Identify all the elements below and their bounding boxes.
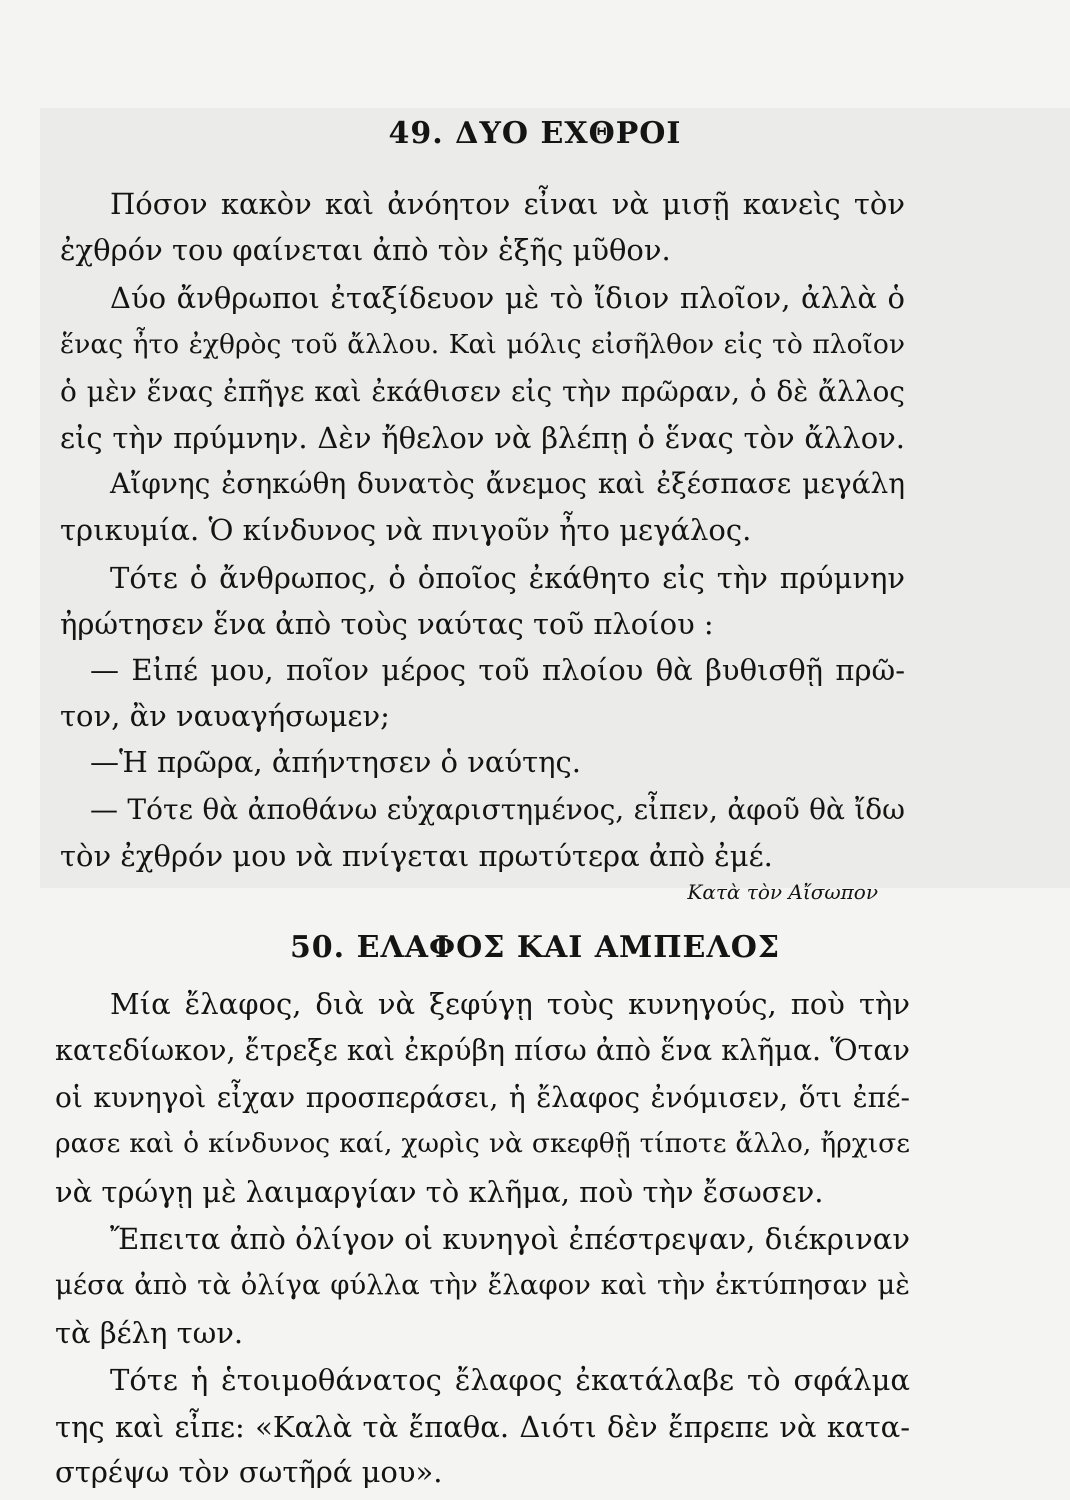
text-line: Αἴφνης ἐσηκώθη δυνατὸς ἄνεμος καὶ ἐξέσπασε μεγάλη [110, 467, 905, 500]
text-line: στρέψω τὸν σωτῆρά μου». [55, 1455, 443, 1489]
text-line: μέσα ἀπὸ τὰ ὀλίγα φύλλα τὴν ἔλαφον καὶ τὴν ἐκτύπησαν μὲ [55, 1269, 910, 1301]
text-line: νὰ τρώγῃ μὲ λαιμαργίαν τὸ κλῆμα, ποὺ τὴν ἔσωσεν. [55, 1175, 824, 1209]
text-line: τὸν ἐχθρόν μου νὰ πνίγεται πρωτύτερα ἀπὸ ἐμέ. [60, 839, 773, 873]
text-line: ἕνας ἦτο ἐχθρὸς τοῦ ἄλλου. Καὶ μόλις εἰσῆλθον εἰς τὸ πλοῖον [60, 329, 905, 360]
text-line: εἰς τὴν πρύμνην. Δὲν ἤθελον νὰ βλέπῃ ὁ ἕνας τὸν ἄλλον. [60, 421, 905, 455]
text-line: οἱ κυνηγοὶ εἶχαν προσπεράσει, ἡ ἔλαφος ἐνόμισεν, ὅτι ἐπέ- [55, 1081, 910, 1114]
text-line: Ἔπειτα ἀπὸ ὀλίγον οἱ κυνηγοὶ ἐπέστρεψαν, διέκριναν [110, 1222, 910, 1256]
text-line: — Τότε θὰ ἀποθάνω εὐχαριστημένος, εἶπεν, ἀφοῦ θὰ ἴδω [90, 793, 905, 826]
text-line: τρικυμία. Ὁ κίνδυνος νὰ πνιγοῦν ἦτο μεγάλος. [60, 513, 752, 547]
text-line: — Εἰπέ μου, ποῖον μέρος τοῦ πλοίου θὰ βυθισθῇ πρῶ- [90, 653, 905, 687]
text-line: Πόσον κακὸν καὶ ἀνόητον εἶναι νὰ μισῇ κανεὶς τὸν [110, 187, 905, 221]
text-line: Δύο ἄνθρωποι ἐταξίδευον μὲ τὸ ἴδιον πλοῖον, ἀλλὰ ὁ [110, 281, 905, 315]
text-line: —Ἡ πρῶρα, ἀπήντησεν ὁ ναύτης. [90, 745, 581, 779]
text-line: τον, ἂν ναυαγήσωμεν; [60, 699, 390, 733]
text-line: τὰ βέλη των. [55, 1316, 244, 1350]
section-49-title: 49. ΔΥΟ ΕΧΘΡΟΙ [388, 116, 682, 151]
section-50-title: 50. ΕΛΑΦΟΣ ΚΑΙ ΑΜΠΕΛΟΣ [289, 930, 781, 965]
text-line: ὁ μὲν ἕνας ἐπῆγε καὶ ἐκάθισεν εἰς τὴν πρῶραν, ὁ δὲ ἄλλος [60, 375, 905, 408]
attribution: Κατὰ τὸν Αἴσωπον [687, 880, 878, 904]
text-line: κατεδίωκον, ἔτρεξε καὶ ἐκρύβη πίσω ἀπὸ ἕνα κλῆμα. Ὅταν [55, 1034, 910, 1067]
text-line: Τότε ἡ ἑτοιμοθάνατος ἔλαφος ἐκατάλαβε τὸ σφάλμα [110, 1363, 910, 1397]
text-line: ρασε καὶ ὁ κίνδυνος καί, χωρὶς νὰ σκεφθῇ τίποτε ἄλλο, ἤρχισε [55, 1128, 910, 1159]
text-line: της καὶ εἶπε: «Καλὰ τὰ ἔπαθα. Διότι δὲν ἔπρεπε νὰ κατα- [55, 1410, 910, 1444]
text-line: Μία ἔλαφος, διὰ νὰ ξεφύγῃ τοὺς κυνηγούς, ποὺ τὴν [110, 987, 910, 1021]
text-line: ἐχθρόν του φαίνεται ἀπὸ τὸν ἑξῆς μῦθον. [60, 233, 671, 267]
text-line: ἠρώτησεν ἕνα ἀπὸ τοὺς ναύτας τοῦ πλοίου : [60, 607, 714, 641]
text-line: Τότε ὁ ἄνθρωπος, ὁ ὁποῖος ἐκάθητο εἰς τὴν πρύμνην [110, 561, 905, 595]
